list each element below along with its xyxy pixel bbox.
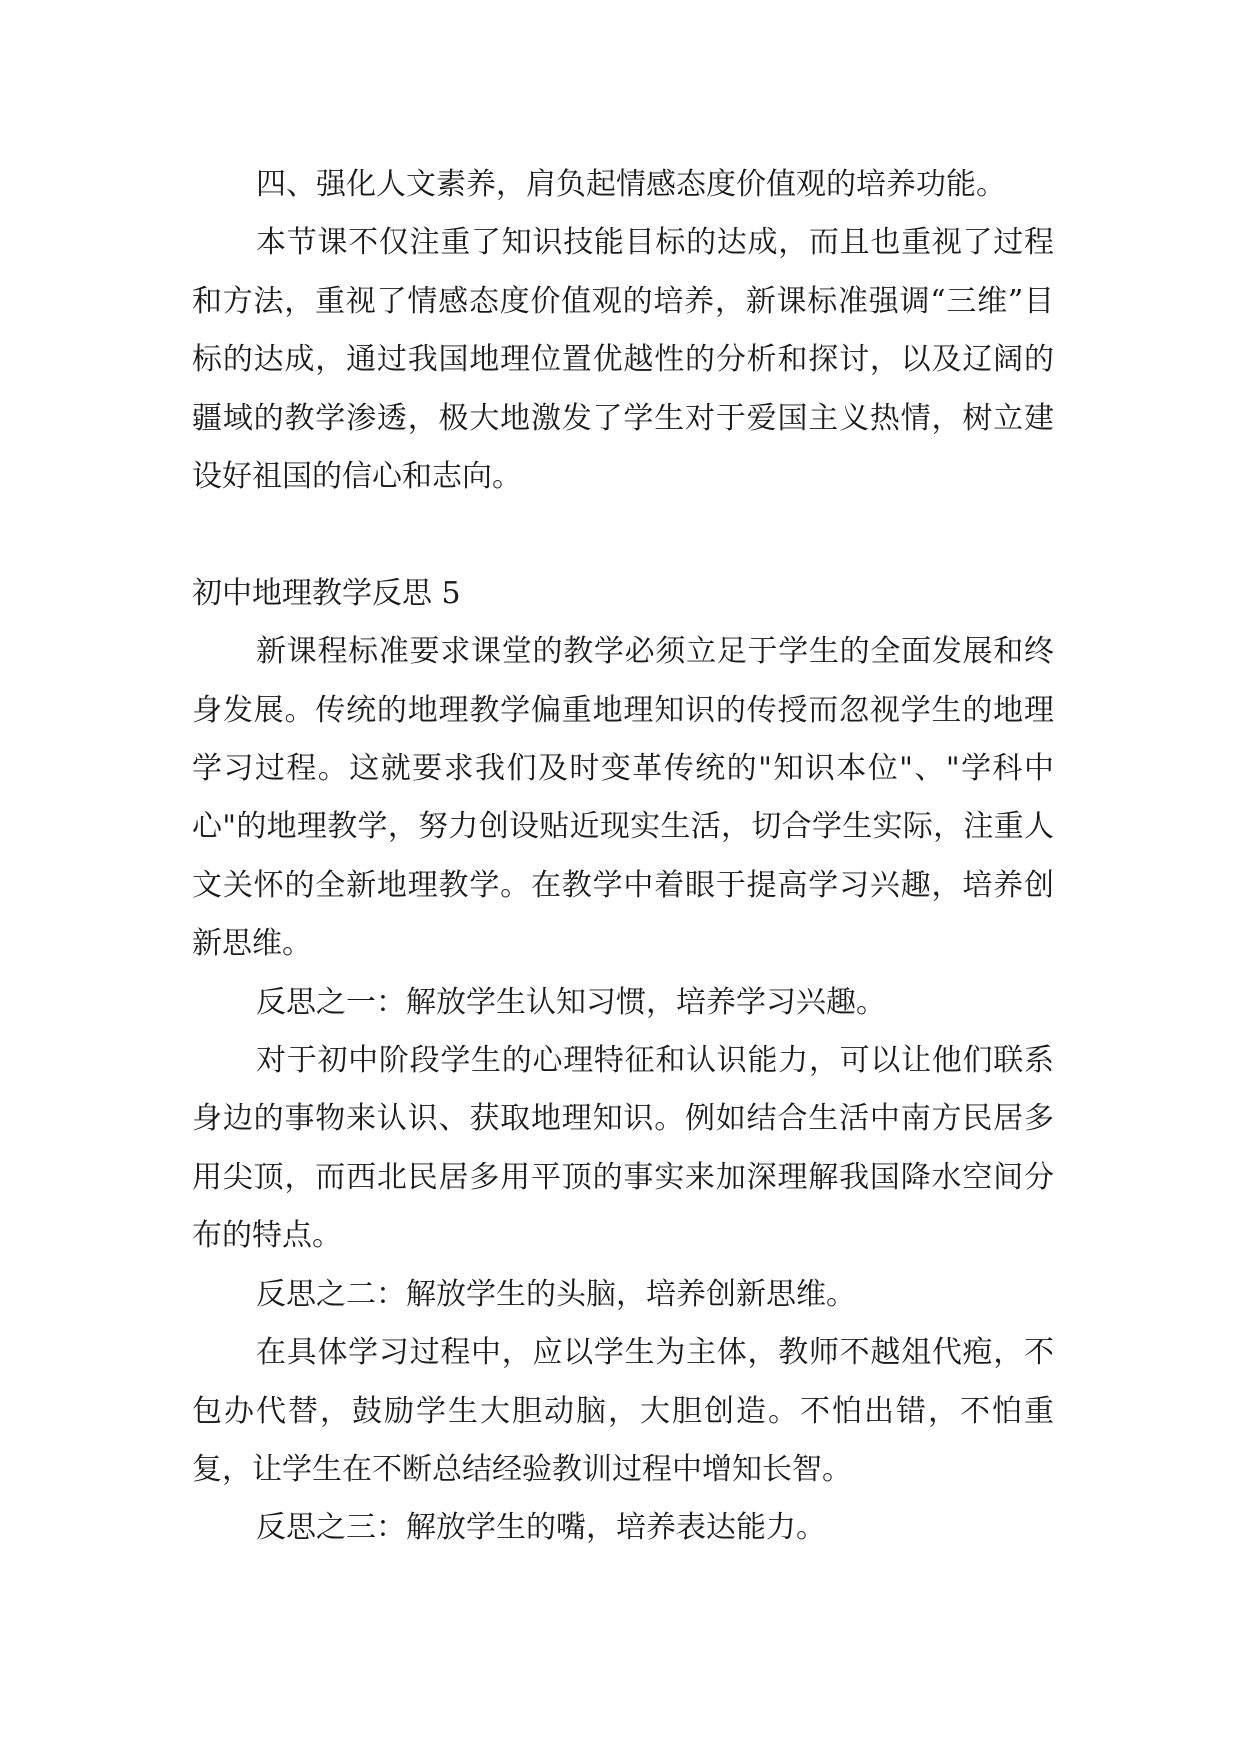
paragraph-reflection-two: 反思之二：解放学生的头脑，培养创新思维。 bbox=[256, 1276, 856, 1312]
document-body bbox=[192, 156, 1054, 1558]
section-heading: 初中地理教学反思 5 bbox=[192, 575, 461, 611]
paragraph-reflection-three: 反思之三：解放学生的嘴，培养表达能力。 bbox=[256, 1510, 826, 1546]
paragraph-reflection-two-detail: 在具体学习过程中，应以学生为主体，教师不越俎代疱，不包办代替，鼓励学生大胆动脑，大胆创造。不怕出错，不怕重复，让学生在不断总结经验教训过程中增知长智。 bbox=[192, 1335, 1054, 1487]
blank-line bbox=[192, 506, 1054, 564]
paragraph-reflection-one: 反思之一：解放学生认知习惯，培养学习兴趣。 bbox=[256, 984, 886, 1020]
paragraph-three-dimensional-goals: 本节课不仅注重了知识技能目标的达成，而且也重视了过程和方法，重视了情感态度价值观的培养，新课标准强调“三维”目标的达成，通过我国地理位置优越性的分析和探讨，以及辽阔的疆域的教学渗透，极大地激发了学生对于爱国主义热情，树立建设好祖国的信心和志向。 bbox=[192, 225, 1054, 495]
paragraph-reflection-one-detail: 对于初中阶段学生的心理特征和认识能力，可以让他们联系身边的事物来认识、获取地理知识。例如结合生活中南方民居多用尖顶，而西北民居多用平顶的事实来加深理解我国降水空间分布的特点。 bbox=[192, 1043, 1054, 1254]
paragraph-curriculum-standard: 新课程标准要求课堂的教学必须立足于学生的全面发展和终身发展。传统的地理教学偏重地理知识的传授而忽视学生的地理学习过程。这就要求我们及时变革传统的"知识本位"、"学科中心"的地理教学，努力创设贴近现实生活，切合学生实际，注重人文关怀的全新地理教学。在教学中着眼于提高学习兴趣，培养创新思维。 bbox=[192, 634, 1054, 962]
paragraph-humanistic-literacy: 四、强化人文素养，肩负起情感态度价值观的培养功能。 bbox=[256, 167, 1006, 202]
